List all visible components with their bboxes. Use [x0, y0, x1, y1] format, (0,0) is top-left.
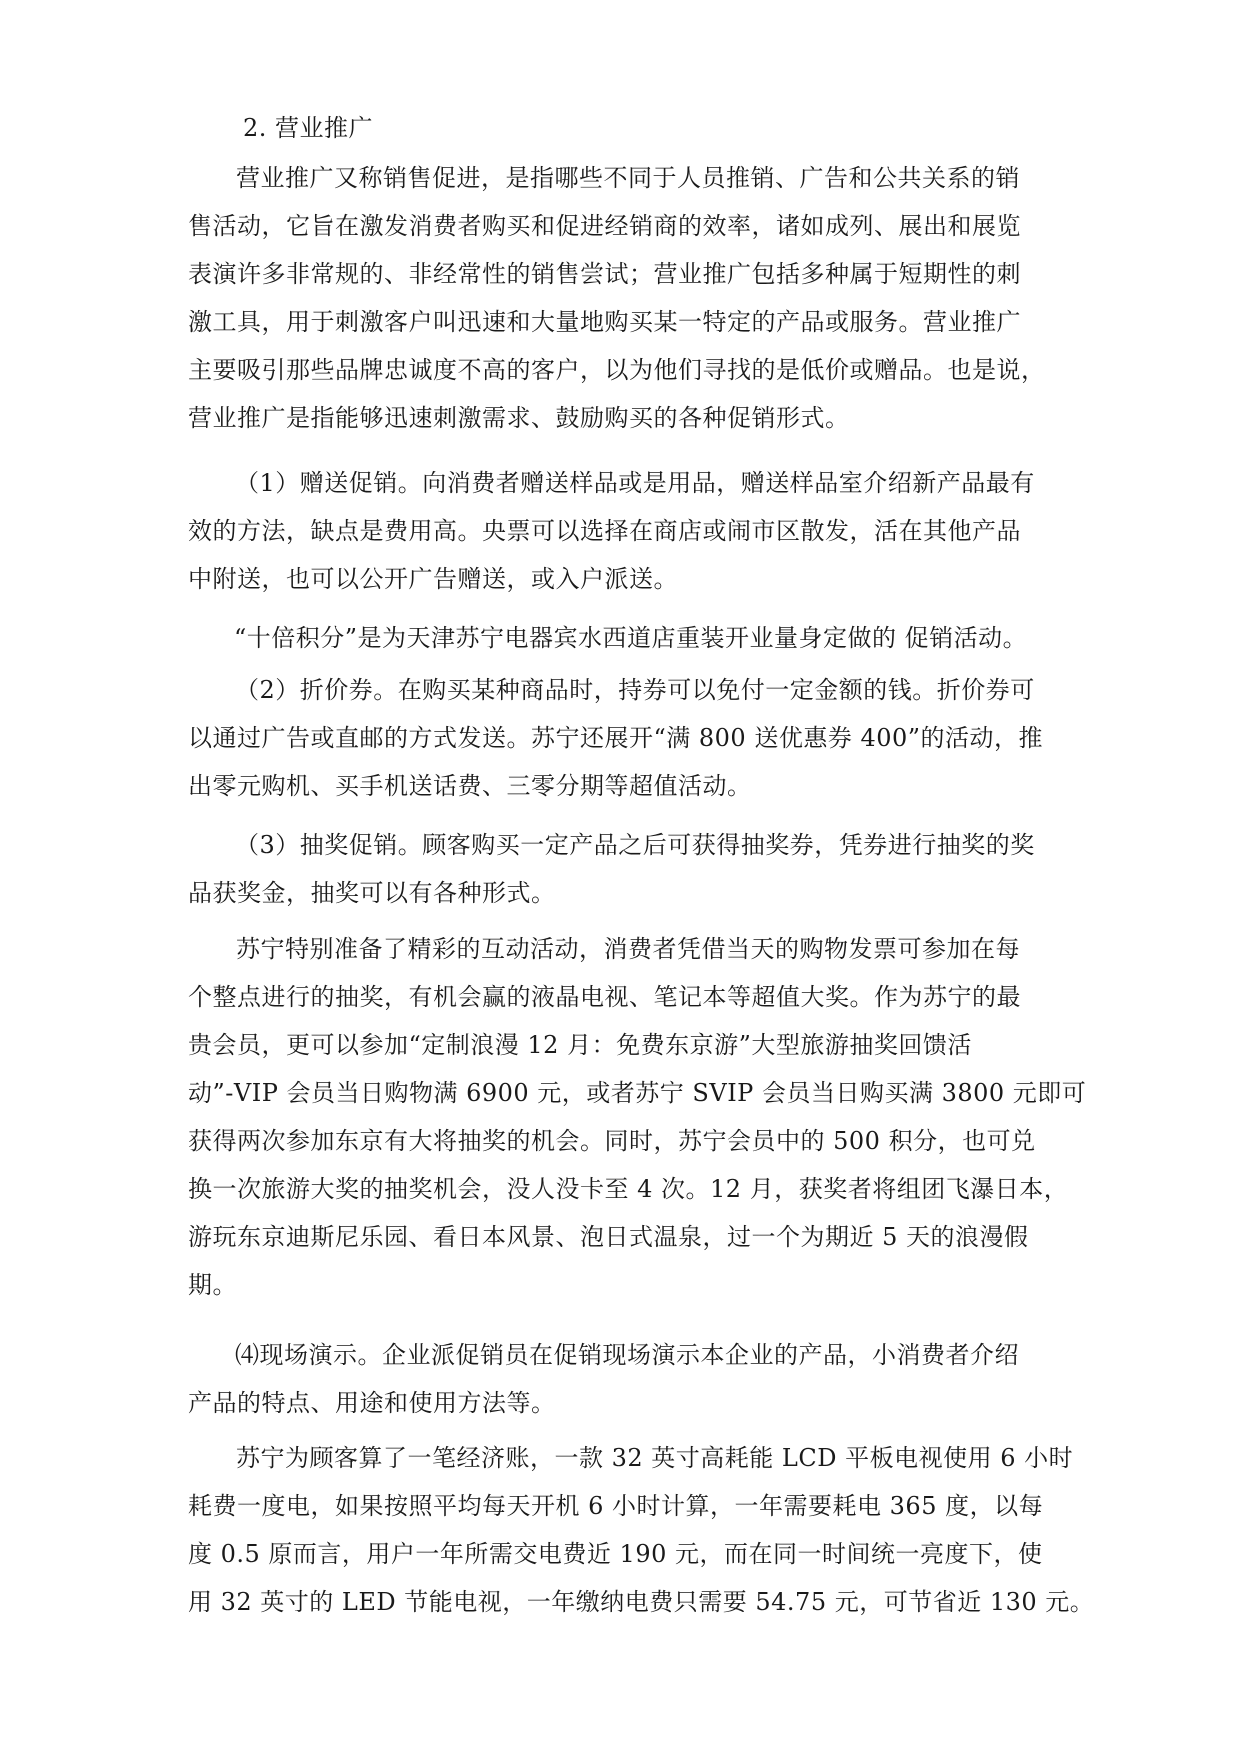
- text-line: 游玩东京迪斯尼乐园、看日本风景、泡日式温泉，过一个为期近 5 天的浪漫假: [188, 1223, 1029, 1251]
- paragraph-gift-promotion: [188, 459, 1050, 603]
- text-line: （2）折价券。在购买某种商品时，持券可以免付一定金额的钱。折价券可: [235, 676, 1035, 704]
- paragraph-suning-activity: [188, 925, 1087, 1309]
- text-line: “十倍积分”是为天津苏宁电器宾水西道店重装开业量身定做的 促销活动。: [234, 624, 1028, 652]
- text-line: 激工具，用于刺激客户叫迅速和大量地购买某一特定的产品或服务。营业推广: [188, 308, 1021, 336]
- text-line: 换一次旅游大奖的抽奖机会，没人没卡至 4 次。12 月，获奖者将组团飞瀑日本，: [188, 1175, 1069, 1203]
- text-line: 个整点进行的抽奖，有机会赢的液晶电视、笔记本等超值大奖。作为苏宁的最: [188, 983, 1021, 1011]
- paragraph-intro: [188, 154, 1050, 442]
- text-line: 品获奖金，抽奖可以有各种形式。: [188, 879, 556, 907]
- heading-text: 2. 营业推广: [243, 114, 374, 142]
- text-line: （1）赠送促销。向消费者赠送样品或是用品，赠送样品室介绍新产品最有: [235, 469, 1035, 497]
- text-line: 耗费一度电，如果按照平均每天开机 6 小时计算，一年需要耗电 365 度，以每: [188, 1492, 1044, 1520]
- text-line: 苏宁特别准备了精彩的互动活动，消费者凭借当天的购物发票可参加在每: [236, 935, 1020, 963]
- section-heading: [188, 104, 1050, 152]
- text-line: 用 32 英寸的 LED 节能电视，一年缴纳电费只需要 54.75 元，可节省近 130 元。: [188, 1588, 1095, 1616]
- paragraph-coupon: [188, 666, 1050, 810]
- text-line: 产品的特点、用途和使用方法等。: [188, 1389, 556, 1417]
- text-line: 表演许多非常规的、非经常性的销售尝试；营业推广包括多种属于短期性的刺: [188, 260, 1021, 288]
- text-line: 营业推广是指能够迅速刺激需求、鼓励购买的各种促销形式。: [188, 404, 850, 432]
- text-line: 效的方法，缺点是费用高。央票可以选择在商店或闹市区散发，活在其他产品: [188, 517, 1021, 545]
- paragraph-lottery: [188, 821, 1050, 917]
- text-line: 中附送，也可以公开广告赠送，或入户派送。: [188, 565, 678, 593]
- text-line: 苏宁为顾客算了一笔经济账，一款 32 英寸高耗能 LCD 平板电视使用 6 小时: [236, 1444, 1074, 1472]
- text-line: 度 0.5 原而言，用户一年所需交电费近 190 元，而在同一时间统一亮度下，使: [188, 1540, 1043, 1568]
- paragraph-energy-savings: [188, 1434, 1095, 1626]
- text-line: 主要吸引那些品牌忠诚度不高的客户，以为他们寻找的是低价或赠品。也是说，: [188, 356, 1046, 384]
- text-line: 期。: [188, 1271, 237, 1299]
- text-line: 营业推广又称销售促进，是指哪些不同于人员推销、广告和公共关系的销: [236, 164, 1020, 192]
- text-line: 出零元购机、买手机送话费、三零分期等超值活动。: [188, 772, 752, 800]
- text-line: 以通过广告或直邮的方式发送。苏宁还展开“满 800 送优惠券 400”的活动，推: [188, 724, 1044, 752]
- text-line: 动”-VIP 会员当日购物满 6900 元，或者苏宁 SVIP 会员当日购买满 3800 元即可: [188, 1079, 1087, 1107]
- text-line: （3）抽奖促销。顾客购买一定产品之后可获得抽奖券，凭券进行抽奖的奖: [235, 831, 1035, 859]
- text-line: 获得两次参加东京有大将抽奖的机会。同时，苏宁会员中的 500 积分，也可兑: [188, 1127, 1036, 1155]
- text-line: 贵会员，更可以参加“定制浪漫 12 月：免费东京游”大型旅游抽奖回馈活: [188, 1031, 972, 1059]
- paragraph-ten-times-points: [188, 614, 1050, 662]
- text-line: 售活动，它旨在激发消费者购买和促进经销商的效率，诸如成列、展出和展览: [188, 212, 1021, 240]
- text-line: ⑷现场演示。企业派促销员在促销现场演示本企业的产品，小消费者介绍: [235, 1341, 1019, 1369]
- paragraph-live-demo: [188, 1331, 1050, 1427]
